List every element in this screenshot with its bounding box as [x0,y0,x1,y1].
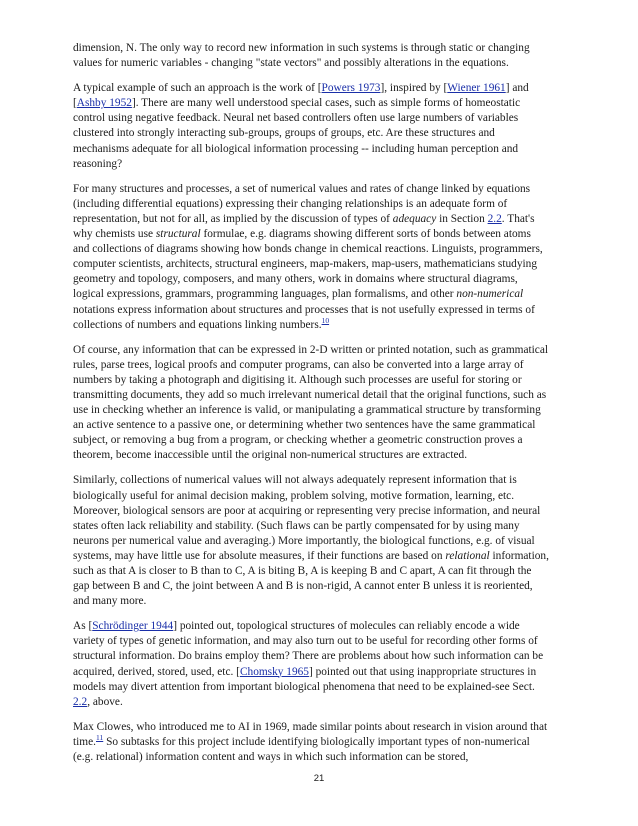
text-run: As [ [73,620,93,633]
emphasized-text: relational [445,549,490,562]
text-run: ] pointed out, topological structures of molecules can reliably encode a wide variety of types of genetic information, and may also turn out to be useful for recording other forms of structural information. Do brains employ them? There are problems about how such information can be acquired, derived, stored, used, etc. [ [73,620,544,678]
text-run: notations express information about structures and processes that is not usefully expressed in terms of collections of numbers and equations linking numbers. [73,303,535,331]
footnote-link[interactable]: 10 [321,315,330,325]
text-run: ] and [ [73,82,529,110]
text-run: formulae, e.g. diagrams showing different sorts of bonds between atoms and collections of diagrams showing how bonds change in chemical reactions. Linguists, programmers, computer scientists, architects, structural engineers, map-makers, map-users, mathematicians studying geometry and topology, composers, and many others, work in domains where structural diagrams, logical expressions, grammars, programming languages, plan formalisms, and other [73,228,543,301]
paragraph [73,343,550,464]
text-run: . That's why chemists use [73,212,535,241]
paragraph [73,473,550,609]
reference-link[interactable]: Ashby 1952 [76,97,132,110]
text-run: So subtasks for this project include identifying biologically important types of non-numerical (e.g. relational) information content and ways in which such information can be stored, [73,735,530,764]
reference-link[interactable]: Powers 1973 [321,82,381,95]
reference-link[interactable]: Schrödinger 1944 [92,620,174,633]
text-run: ], inspired by [ [380,82,448,95]
reference-link[interactable]: 2.2 [73,695,88,708]
text-run: , above. [87,695,123,708]
footnote-marker [322,316,330,325]
text-run: Similarly, collections of numerical values will not always adequately represent information that is biologically useful for animal decision making, problem solving, motive formation, learning, etc. Moreover, biological sensors are poor at acquiring or representing very precise information, and neural states often lack reliability and stability. (Such flaws can be partly compensated for by using many neurons per numerical value and averaging.) More importantly, the biological functions, e.g. of visual systems, may have little use for absolute measures, if their functions are based on [73,474,541,562]
text-run: Of course, any information that can be expressed in 2-D written or printed notation, such as grammatical rules, parse trees, logical proofs and computer programs, can also be converted into a large array of numbers by taking a photograph and digitising it. Although such processes are useful for storing or transmitting documents, they add so much irrelevant numerical detail that the original functions, such as use in checking whether an inference is valid, or manipulating a grammatical structure by transforming an active sentence to a passive one, or determining whether two sentences have the same grammatical subject, or removing a bug from a program, or checking whether a geometric construction proves a theorem, become inaccessible until the original non-numerical structures are extracted. [73,343,549,462]
paragraph [73,619,550,710]
reference-link[interactable]: Chomsky 1965 [239,665,309,678]
footnote-link[interactable]: 11 [96,732,104,742]
paragraph [73,41,550,71]
text-run: ]. There are many well understood special cases, such as simple forms of homeostatic control using negative feedback. Neural net based controllers often use large numbers of variables clustered into strongly interacting sub-groups, groups of groups, etc. Are these structures and mechanisms adequate for all biological information processing -- including human perception and reasoning? [73,97,521,170]
emphasized-text: adequacy [392,212,437,225]
paragraph [73,720,550,765]
text-run: For many structures and processes, a set of numerical values and rates of change linked by equations (including differential equations) expressing their changing relationships is an adequate form of representation, but not for all, as implied by the discussion of types of [73,182,531,225]
page-number: 21 [313,773,325,784]
paragraph [73,81,550,172]
emphasized-text: non-numerical [456,288,524,301]
body-text [73,41,550,765]
text-run: dimension, N. The only way to record new information in such systems is through static or changing values for numeric variables - changing "state vectors" and possibly alterations in the equations. [73,42,530,70]
paragraph [73,182,550,333]
emphasized-text: structural [155,228,201,241]
text-run: ] pointed out that using inappropriate structures in models may divert attention from important biological phenomena that need to be explained-see Sect. [73,665,537,693]
text-run: information, such as that A is closer to B than to C, A is biting B, A is keeping B and C apart, A can fit through the gap between B and C, the joint between A and B is non-rigid, A cannot enter B unless it is reoriented, and many more. [73,549,549,608]
text-run: Max Clowes, who introduced me to AI in 1969, made similar points about research in vision around that time. [73,720,548,748]
reference-link[interactable]: 2.2 [487,212,502,225]
reference-link[interactable]: Wiener 1961 [447,82,506,95]
text-run: in Section [436,212,488,225]
text-run: A typical example of such an approach is the work of [ [73,82,322,95]
